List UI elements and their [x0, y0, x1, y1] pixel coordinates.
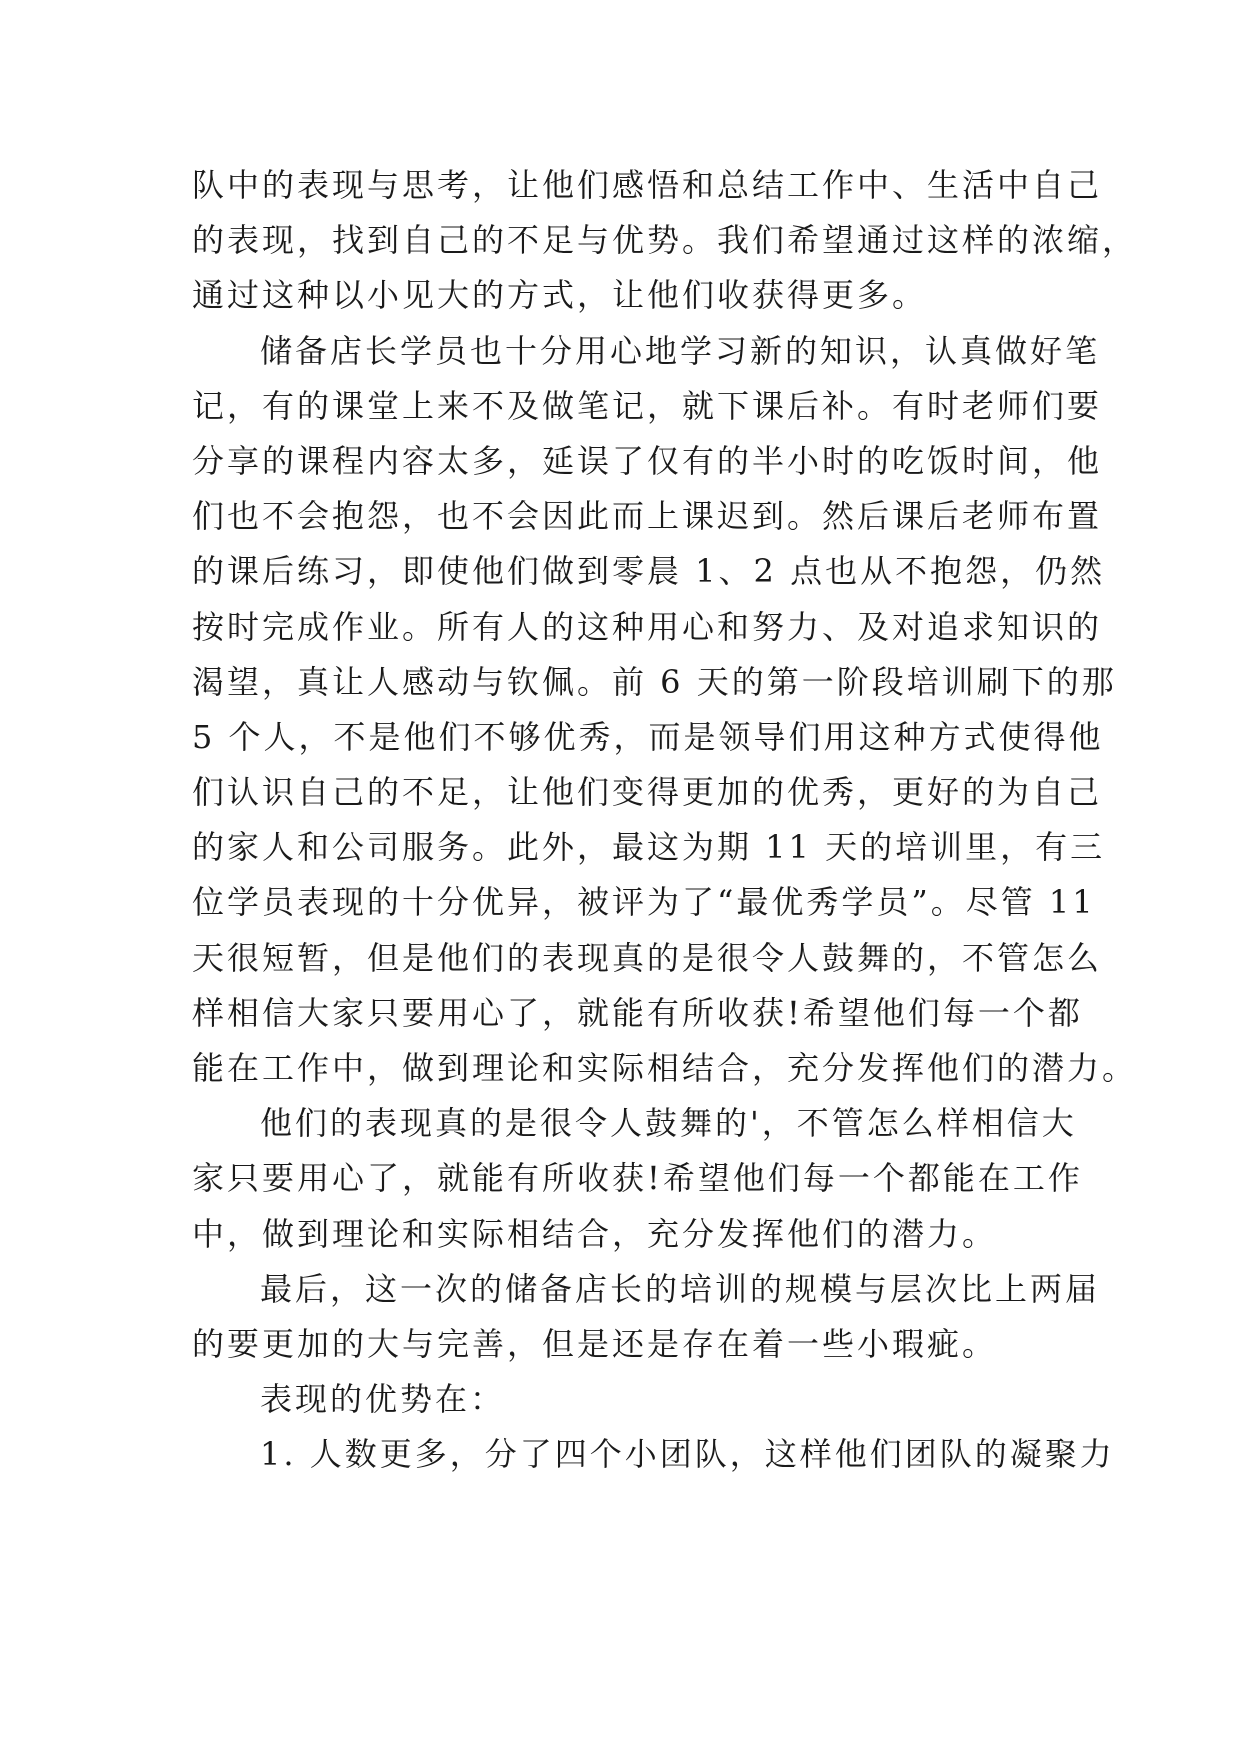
text-line: 位学员表现的十分优异，被评为了“最优秀学员”。尽管 11 [192, 883, 1096, 922]
text-line: 的要更加的大与完善，但是还是存在着一些小瑕疵。 [192, 1324, 998, 1363]
text-line: 天很短暂，但是他们的表现真的是很令人鼓舞的，不管怎么 [192, 938, 1103, 977]
text-line: 队中的表现与思考，让他们感悟和总结工作中、生活中自己 [192, 166, 1103, 204]
text-line: 按时完成作业。所有人的这种用心和努力、及对追求知识的 [192, 607, 1103, 646]
text-line: 分享的课程内容太多，延误了仅有的半小时的吃饭时间，他 [192, 441, 1103, 480]
body-text [192, 158, 1138, 1483]
text-line: 样相信大家只要用心了，就能有所收获!希望他们每一个都 [192, 993, 1083, 1032]
text-line: 通过这种以小见大的方式，让他们收获得更多。 [192, 276, 928, 315]
text-line: 中，做到理论和实际相结合，充分发挥他们的潜力。 [192, 1214, 998, 1253]
text-line: 们也不会抱怨，也不会因此而上课迟到。然后课后老师布置 [192, 497, 1103, 536]
text-line: 记，有的课堂上来不及做笔记，就下课后补。有时老师们要 [192, 386, 1103, 425]
text-line: 的表现，找到自己的不足与优势。我们希望通过这样的浓缩， [192, 221, 1138, 260]
text-line: 渴望，真让人感动与钦佩。前 6 天的第一阶段培训刷下的那 [192, 662, 1117, 701]
text-line: 能在工作中，做到理论和实际相结合，充分发挥他们的潜力。 [192, 1049, 1138, 1087]
text-line: 储备店长学员也十分用心地学习新的知识，认真做好笔 [260, 331, 1101, 370]
text-line: 最后，这一次的储备店长的培训的规模与层次比上两届 [260, 1269, 1101, 1308]
text-line: 5 个人，不是他们不够优秀，而是领导们用这种方式使得他 [192, 717, 1104, 756]
text-line: 他们的表现真的是很令人鼓舞的'，不管怎么样相信大 [260, 1104, 1077, 1143]
text-line: 的课后练习，即使他们做到零晨 1、2 点也从不抱怨，仍然 [192, 552, 1106, 591]
text-line: 们认识自己的不足，让他们变得更加的优秀，更好的为自己 [192, 773, 1103, 812]
text-line: 1. 人数更多，分了四个小团队，这样他们团队的凝聚力 [260, 1435, 1115, 1474]
text-line: 表现的优势在： [260, 1380, 506, 1419]
text-line: 的家人和公司服务。此外，最这为期 11 天的培训里，有三 [192, 828, 1106, 867]
text-line: 家只要用心了，就能有所收获!希望他们每一个都能在工作 [192, 1159, 1083, 1198]
